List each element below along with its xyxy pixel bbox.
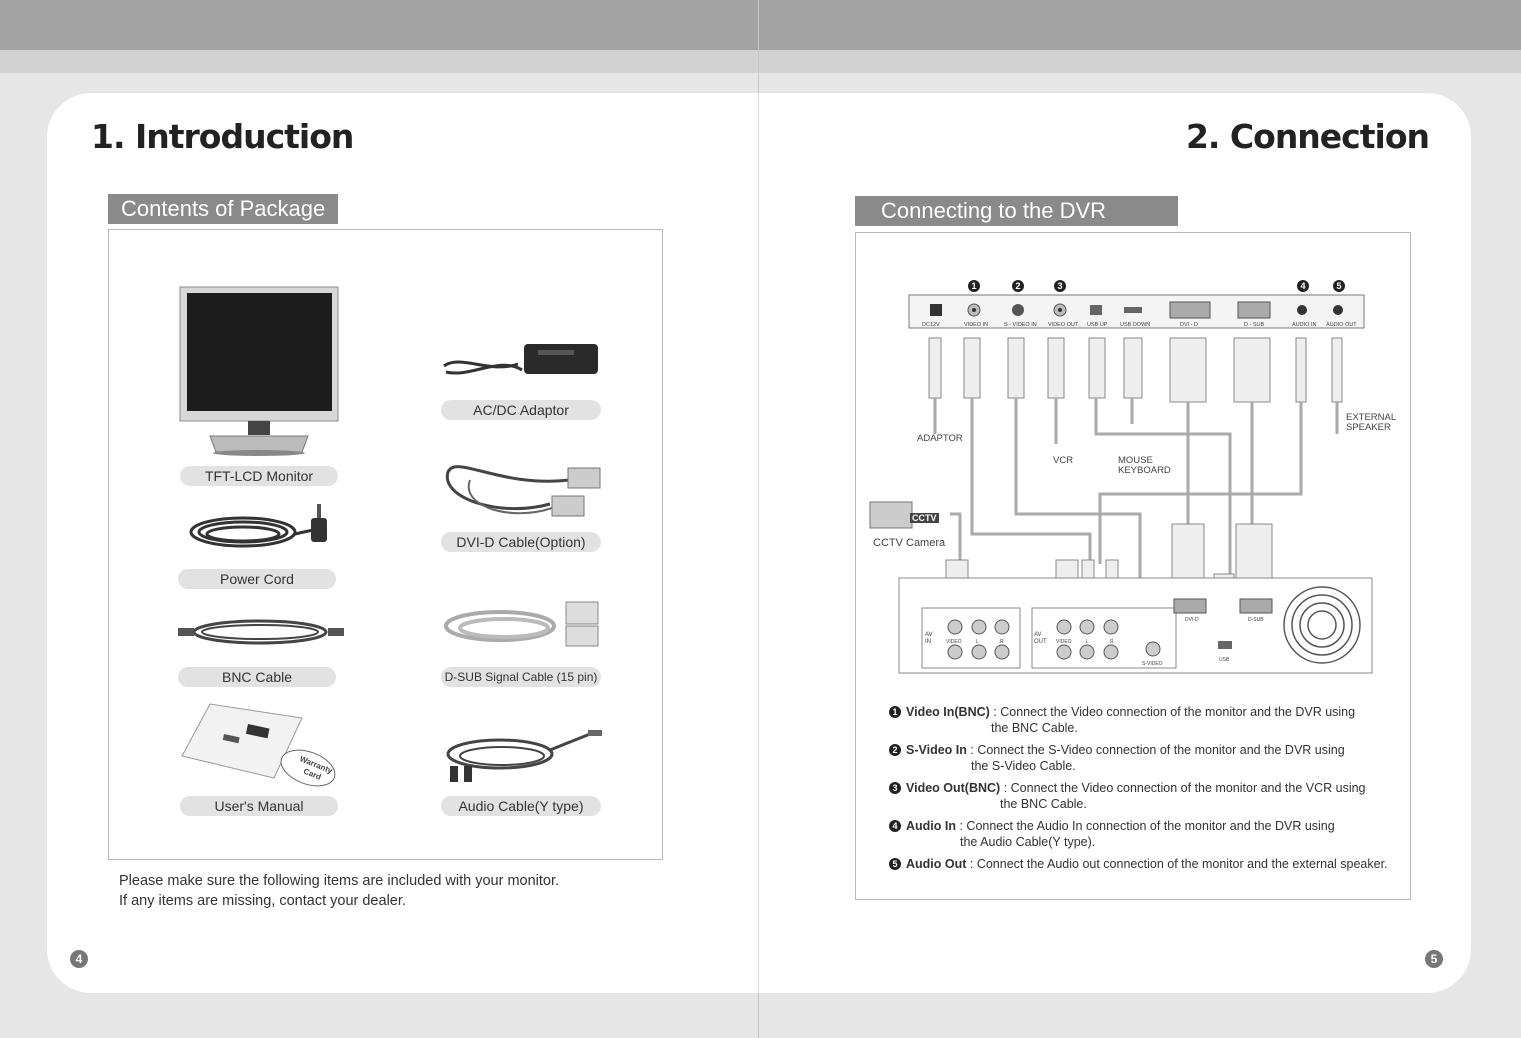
label-dvr-d-sub: D-SUB xyxy=(1248,617,1264,623)
power-cord-illustration xyxy=(185,500,335,556)
callout-1: 1 xyxy=(968,280,980,292)
label-r-out: R xyxy=(1110,639,1114,645)
legend-text-1: Connect the Video connection of the monitor and the DVR using xyxy=(1000,705,1356,719)
page-title-introduction: 1. Introduction xyxy=(91,117,354,156)
dvr-rear-panel xyxy=(898,577,1374,675)
legend-text-3: Connect the Video connection of the monitor and the VCR using xyxy=(1010,781,1366,795)
legend-number-5: 5 xyxy=(889,858,901,870)
legend-text-5: Connect the Audio out connection of the monitor and the external speaker. xyxy=(976,857,1388,871)
label-video-out: VIDEO xyxy=(1056,639,1072,645)
label-mouse: MOUSE xyxy=(1118,455,1153,466)
legend-text-3b: the BNC Cable. xyxy=(1000,797,1087,811)
legend-term-3: Video Out(BNC) xyxy=(906,781,1001,795)
legend-sep-2: : xyxy=(966,743,978,757)
legend-item-3 xyxy=(889,780,1366,812)
item-label-users-manual: User's Manual xyxy=(180,796,338,816)
header-subband xyxy=(0,50,1521,73)
label-l-in: L xyxy=(976,639,979,645)
port-label-audio-in: AUDIO IN xyxy=(1292,322,1317,328)
dvi-cable-illustration xyxy=(440,458,606,522)
port-label-s-video-in: S - VIDEO IN xyxy=(1004,322,1037,328)
label-r-in: R xyxy=(1000,639,1004,645)
legend-text-2: Connect the S-Video connection of the monitor and the DVR using xyxy=(977,743,1345,757)
warranty-card-text: Warranty Card xyxy=(298,754,334,782)
port-label-usb-up: USB UP xyxy=(1087,322,1108,328)
label-cctv-tag: CCTV xyxy=(912,513,937,523)
package-note-line-2: If any items are missing, contact your dealer. xyxy=(119,893,406,909)
callout-4: 4 xyxy=(1297,280,1309,292)
label-cctv-camera: CCTV Camera xyxy=(873,537,946,549)
page-fold xyxy=(758,93,759,993)
item-label-dvi-cable: DVI-D Cable(Option) xyxy=(441,532,601,552)
port-label-video-in: VIDEO IN xyxy=(964,322,989,328)
item-label-bnc-cable: BNC Cable xyxy=(178,667,336,687)
legend-sep-1: : xyxy=(989,705,1001,719)
legend-number-3: 3 xyxy=(889,782,901,794)
label-l-out: L xyxy=(1086,639,1089,645)
legend-term-4: Audio In xyxy=(906,819,956,833)
legend-item-2 xyxy=(889,742,1345,774)
legend-text-4: Connect the Audio In connection of the monitor and the DVR using xyxy=(966,819,1335,833)
page-number-left: 4 xyxy=(70,950,88,968)
label-dvr-usb: USB xyxy=(1219,657,1230,663)
port-label-video-out: VIDEO OUT xyxy=(1048,322,1079,328)
label-video-in: VIDEO xyxy=(946,639,962,645)
label-dvr-dvi-d: DVI-D xyxy=(1185,617,1199,623)
label-speaker: SPEAKER xyxy=(1346,422,1391,433)
section-tab-connecting: Connecting to the DVR xyxy=(855,196,1178,226)
header-band xyxy=(0,0,1521,50)
legend-term-2: S-Video In xyxy=(906,743,967,757)
legend-term-5: Audio Out xyxy=(906,857,967,871)
legend-number-4: 4 xyxy=(889,820,901,832)
label-av-out-2: OUT xyxy=(1034,639,1047,645)
legend-item-4 xyxy=(889,818,1335,850)
item-label-adaptor: AC/DC Adaptor xyxy=(441,400,601,420)
port-label-audio-out: AUDIO OUT xyxy=(1326,322,1357,328)
item-label-monitor: TFT-LCD Monitor xyxy=(180,466,338,486)
legend-text-2b: the S-Video Cable. xyxy=(971,759,1076,773)
label-av-in-2: IN xyxy=(925,639,931,645)
legend-sep-3: : xyxy=(1000,781,1011,795)
label-av-in-1: AV xyxy=(925,632,933,638)
legend-item-5 xyxy=(889,856,1388,872)
item-label-dsub-cable: D-SUB Signal Cable (15 pin) xyxy=(441,667,601,687)
monitor-illustration xyxy=(178,286,342,458)
label-av-out-1: AV xyxy=(1034,632,1042,638)
label-external: EXTERNAL xyxy=(1346,412,1397,423)
page-number-right: 5 xyxy=(1425,950,1443,968)
port-label-d-sub: D - SUB xyxy=(1244,322,1265,328)
label-keyboard: KEYBOARD xyxy=(1118,465,1171,476)
audio-cable-illustration xyxy=(440,726,606,786)
callout-3: 3 xyxy=(1054,280,1066,292)
page-title-connection: 2. Connection xyxy=(1185,117,1429,156)
label-adaptor: ADAPTOR xyxy=(917,433,963,444)
legend-term-1: Video In(BNC) xyxy=(906,705,990,719)
port-label-usb-down: USB DOWN xyxy=(1120,322,1151,328)
port-label-dvi-d: DVI - D xyxy=(1180,322,1199,328)
dsub-cable-illustration xyxy=(440,596,606,650)
package-note-line-1: Please make sure the following items are included with your monitor. xyxy=(119,873,560,889)
legend-text-1b: the BNC Cable. xyxy=(991,721,1078,735)
label-vcr: VCR xyxy=(1053,455,1074,466)
legend-item-1 xyxy=(889,704,1355,736)
adaptor-illustration xyxy=(440,336,602,384)
legend-sep-4: : xyxy=(956,819,967,833)
section-tab-contents: Contents of Package xyxy=(108,194,338,224)
legend-number-1: 1 xyxy=(889,706,901,718)
bnc-cable-illustration xyxy=(176,612,346,652)
callout-5: 5 xyxy=(1333,280,1345,292)
legend-text-4b: the Audio Cable(Y type). xyxy=(960,835,1096,849)
item-label-audio-cable: Audio Cable(Y type) xyxy=(441,796,601,816)
item-label-power-cord: Power Cord xyxy=(178,569,336,589)
label-s-video: S-VIDEO xyxy=(1142,661,1163,667)
callout-2: 2 xyxy=(1012,280,1024,292)
port-label-dc12v: DC12V xyxy=(922,322,940,328)
legend-sep-5: : xyxy=(966,857,977,871)
legend-number-2: 2 xyxy=(889,744,901,756)
